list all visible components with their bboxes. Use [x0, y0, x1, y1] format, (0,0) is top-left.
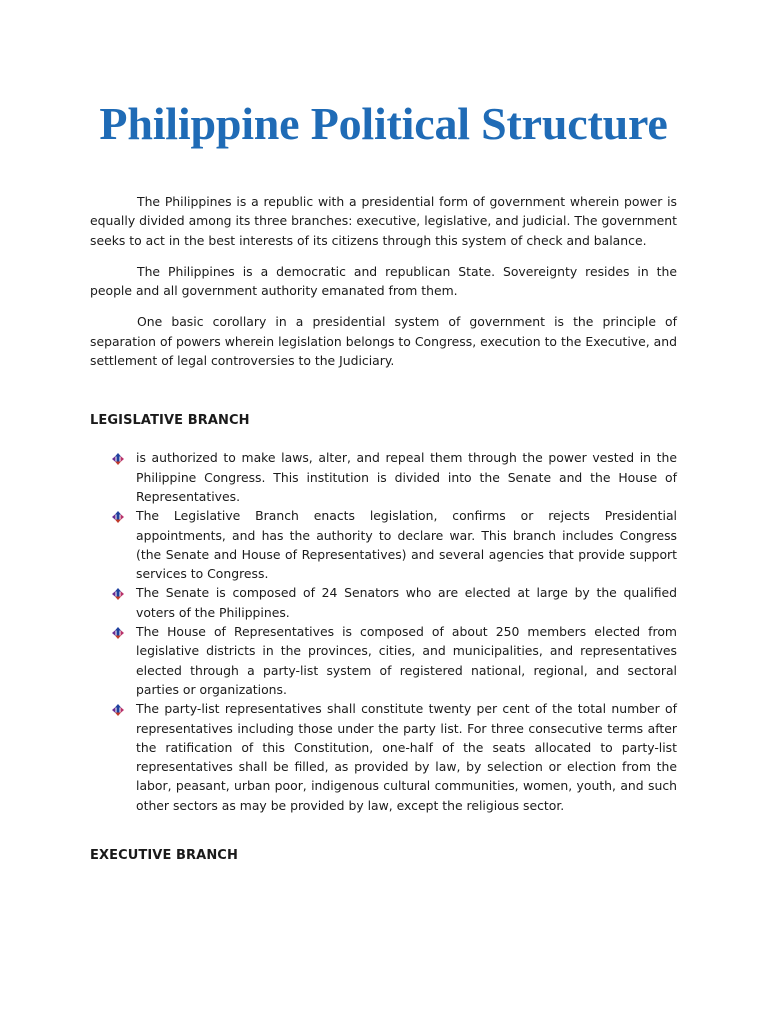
intro-section: [90, 192, 677, 370]
page-title: Philippine Political Structure: [99, 98, 668, 149]
list-item-text: is authorized to make laws, alter, and repeal them through the power vested in the Philippine Congress. This institution is divided into the Senate and the House of Representatives.: [136, 450, 677, 504]
intro-paragraph-3: One basic corollary in a presidential system of government is the principle of separation of powers wherein legislation belongs to Congress, execution to the Executive, and settlement of legal controversies to the Judiciary.: [90, 314, 677, 369]
list-item-text: The party-list representatives shall constitute twenty per cent of the total number of representatives including those under the party list. For three consecutive terms after the ratification of this Constitution, one-half of the seats allocated to party-list representatives shall be filled, as provided by law, by selection or election from the labor, peasant, urban poor, indigenous cultural communities, women, youth, and such other sectors as may be provided by law, except the religious sector.: [136, 701, 677, 813]
four-way-arrow-bullet-icon: [112, 451, 124, 463]
list-item: [90, 506, 677, 583]
list-item: [90, 699, 677, 815]
legislative-branch-heading: LEGISLATIVE BRANCH: [90, 413, 250, 429]
list-item-text: The House of Representatives is composed of about 250 members elected from legislative districts in the provinces, cities, and municipalities, and representatives elected through a party-list system of registered national, regional, and sectoral parties or organizations.: [136, 624, 677, 697]
list-item: [90, 583, 677, 622]
legislative-bullet-list: [90, 448, 677, 815]
list-item-text: The Legislative Branch enacts legislation, confirms or rejects Presidential appointments, and has the authority to declare war. This branch includes Congress (the Senate and House of Representatives) and several agencies that provide support services to Congress.: [136, 508, 677, 582]
four-way-arrow-bullet-icon: [112, 702, 124, 714]
list-item: [90, 448, 677, 506]
executive-branch-heading: EXECUTIVE BRANCH: [90, 848, 238, 864]
four-way-arrow-bullet-icon: [112, 509, 124, 521]
intro-paragraph-1: The Philippines is a republic with a presidential form of government wherein power is equally divided among its three branches: executive, legislative, and judicial. The government seeks to act in the best interests of its citizens through this system of check and balance.: [90, 194, 677, 248]
list-item: [90, 622, 677, 699]
four-way-arrow-bullet-icon: [112, 586, 124, 598]
intro-paragraph-2: The Philippines is a democratic and republican State. Sovereignty resides in the people and all government authority emanated from them.: [90, 263, 677, 299]
four-way-arrow-bullet-icon: [112, 625, 124, 637]
list-item-text: The Senate is composed of 24 Senators who are elected at large by the qualified voters of the Philippines.: [136, 585, 677, 620]
